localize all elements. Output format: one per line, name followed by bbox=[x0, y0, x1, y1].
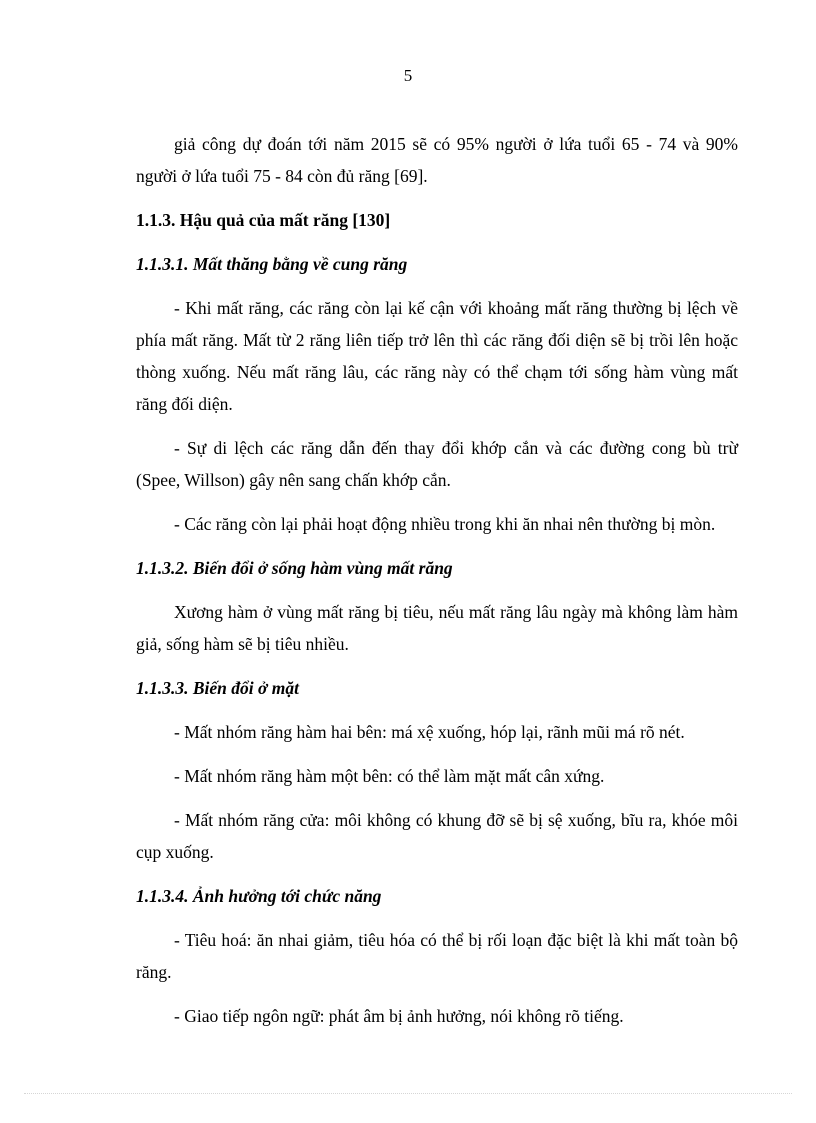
page-number: 5 bbox=[403, 66, 413, 85]
paragraph-bone-resorption: Xương hàm ở vùng mất răng bị tiêu, nếu mất răng lâu ngày mà không làm hàm giả, sống hàm sẽ bị tiêu nhiều. bbox=[136, 602, 738, 654]
paragraph-occlusion-change: - Sự di lệch các răng dẫn đến thay đổi khớp cắn và các đường cong bù trừ (Spee, Willson) gây nên sang chấn khớp cắn. bbox=[136, 438, 738, 490]
paragraph-tooth-wear: - Các răng còn lại phải hoạt động nhiều trong khi ăn nhai nên thường bị mòn. bbox=[174, 514, 716, 534]
subsection-heading-face: 1.1.3.3. Biến đổi ở mặt bbox=[136, 678, 300, 698]
document-body bbox=[136, 128, 738, 1044]
paragraph-molars-both-sides: - Mất nhóm răng hàm hai bên: má xệ xuống, hóp lại, rãnh mũi má rõ nét. bbox=[174, 722, 685, 742]
paragraph-incisors: - Mất nhóm răng cửa: môi không có khung đỡ sẽ bị sệ xuống, bĩu ra, khóe môi cụp xuống. bbox=[136, 810, 738, 862]
subsection-heading-function: 1.1.3.4. Ảnh hưởng tới chức năng bbox=[136, 886, 382, 906]
paragraph-tooth-shift: - Khi mất răng, các răng còn lại kế cận với khoảng mất răng thường bị lệch về phía mất răng. Mất từ 2 răng liên tiếp trở lên thì các răng đối diện sẽ bị trồi lên hoặc thòng xuống. Nếu mất răng lâu, các răng này có thể chạm tới sống hàm vùng mất răng đối diện. bbox=[136, 298, 738, 414]
subsection-heading-ridge: 1.1.3.2. Biến đổi ở sống hàm vùng mất răng bbox=[136, 558, 453, 578]
paragraph-digestion: - Tiêu hoá: ăn nhai giảm, tiêu hóa có thể bị rối loạn đặc biệt là khi mất toàn bộ răng. bbox=[136, 930, 738, 982]
paragraph-speech: - Giao tiếp ngôn ngữ: phát âm bị ảnh hưởng, nói không rõ tiếng. bbox=[174, 1006, 624, 1026]
paragraph-molars-one-side: - Mất nhóm răng hàm một bên: có thể làm mặt mất cân xứng. bbox=[174, 766, 605, 786]
page-bottom-divider bbox=[24, 1093, 792, 1094]
subsection-heading-imbalance: 1.1.3.1. Mất thăng bằng về cung răng bbox=[136, 254, 408, 274]
paragraph-intro-continuation: giả công dự đoán tới năm 2015 sẽ có 95% người ở lứa tuổi 65 - 74 và 90% người ở lứa tuổi 75 - 84 còn đủ răng [69]. bbox=[136, 134, 738, 186]
section-heading-consequences: 1.1.3. Hậu quả của mất răng [130] bbox=[136, 210, 391, 230]
